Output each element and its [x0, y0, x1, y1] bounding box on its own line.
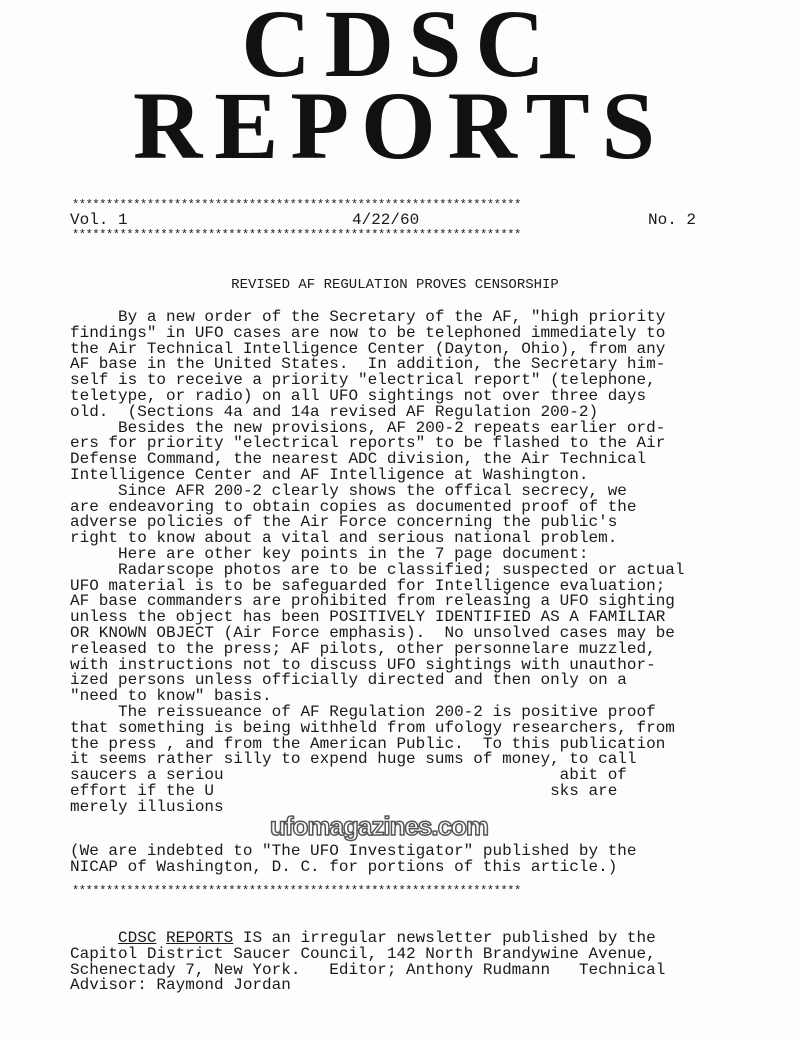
footer-line: Schenectady 7, New York. Editor; Anthony Rudmann Technical: [70, 960, 666, 979]
article-title: REVISED AF REGULATION PROVES CENSORSHIP: [231, 277, 559, 293]
body-line: that something is being withheld from ufology researchers, from: [70, 718, 675, 737]
footer-line: Advisor: Raymond Jordan: [70, 976, 291, 995]
asterisk-divider: ******************************************************************: [72, 884, 521, 898]
watermark: ufomagazines.com: [270, 811, 489, 841]
credit-line: (We are indebted to "The UFO Investigator" published by the: [70, 842, 637, 860]
body-line: Defense Command, the nearest ADC division, the Air Technical: [70, 450, 647, 469]
body-line: with instructions not to discuss UFO sightings with unauthor-: [70, 655, 656, 674]
body-line: it seems rather silly to expend huge sums of money, to call: [70, 750, 637, 769]
footer-name-reports: REPORTS: [166, 929, 234, 947]
body-line: released to the press; AF pilots, other personnelare muzzled,: [70, 639, 656, 658]
article-body: [70, 310, 685, 816]
masthead-cdsc: CDSC: [241, 0, 559, 97]
body-line: OR KNOWN OBJECT (Air Force emphasis). No unsolved cases may be: [70, 623, 675, 642]
body-line: By a new order of the Secretary of the AF, "high priority: [70, 308, 666, 326]
body-line: the Air Technical Intelligence Center (Dayton, Ohio), from any: [70, 339, 666, 358]
issue-number: No. 2: [648, 211, 697, 229]
body-line: effort if the U sks are: [70, 781, 618, 800]
issue-date: 4/22/60: [352, 211, 420, 229]
article-credit: [70, 844, 637, 876]
asterisk-divider: ******************************************************************: [72, 198, 521, 212]
footer-colophon: [70, 931, 665, 994]
footer-line: Capitol District Saucer Council, 142 North Brandywine Avenue,: [70, 944, 656, 963]
body-line: teletype, or radio) on all UFO sightings not over three days: [70, 386, 647, 405]
body-line: saucers a seriou abit of: [70, 766, 627, 785]
credit-line: NICAP of Washington, D. C. for portions of this article.): [70, 857, 618, 876]
body-line: are endeavoring to obtain copies as documented proof of the: [70, 497, 637, 516]
masthead-reports: REPORTS: [132, 72, 668, 179]
footer-name-cdsc: CDSC: [118, 929, 157, 947]
body-line: ized persons unless officially directed and then only on a: [70, 671, 627, 690]
body-line: merely illusions: [70, 797, 224, 816]
body-line: adverse policies of the Air Force concerning the public's: [70, 513, 618, 532]
body-line: right to know about a vital and serious national problem.: [70, 529, 618, 548]
body-line: the press , and from the American Public. To this publication: [70, 734, 666, 753]
body-line: "need to know" basis.: [70, 687, 272, 706]
body-line: AF base in the United States. In addition, the Secretary him-: [70, 355, 666, 374]
body-line: Besides the new provisions, AF 200-2 repeats earlier ord-: [70, 418, 666, 437]
body-line: The reissueance of AF Regulation 200-2 is positive proof: [70, 702, 656, 721]
body-line: AF base commanders are prohibited from releasing a UFO sighting: [70, 592, 675, 611]
asterisk-divider: ******************************************************************: [72, 228, 521, 242]
volume-label: Vol. 1: [70, 211, 128, 229]
body-line: ers for priority "electrical reports" to be flashed to the Air: [70, 434, 666, 453]
body-line: findings" in UFO cases are now to be telephoned immediately to: [70, 323, 666, 342]
body-line: Here are other key points in the 7 page document:: [70, 544, 589, 563]
body-line: Intelligence Center and AF Intelligence at Washington.: [70, 465, 589, 484]
body-line: self is to receive a priority "electrical report" (telephone,: [70, 371, 656, 390]
body-line: Radarscope photos are to be classified; suspected or actual: [70, 560, 685, 579]
footer-text: IS an irregular newsletter published by the: [233, 929, 656, 947]
body-line: UFO material is to be safeguarded for Intelligence evaluation;: [70, 576, 666, 595]
body-line: unless the object has been POSITIVELY IDENTIFIED AS A FAMILIAR: [70, 608, 666, 627]
body-line: old. (Sections 4a and 14a revised AF Regulation 200-2): [70, 402, 599, 421]
body-line: Since AFR 200-2 clearly shows the offical secrecy, we: [70, 481, 627, 500]
